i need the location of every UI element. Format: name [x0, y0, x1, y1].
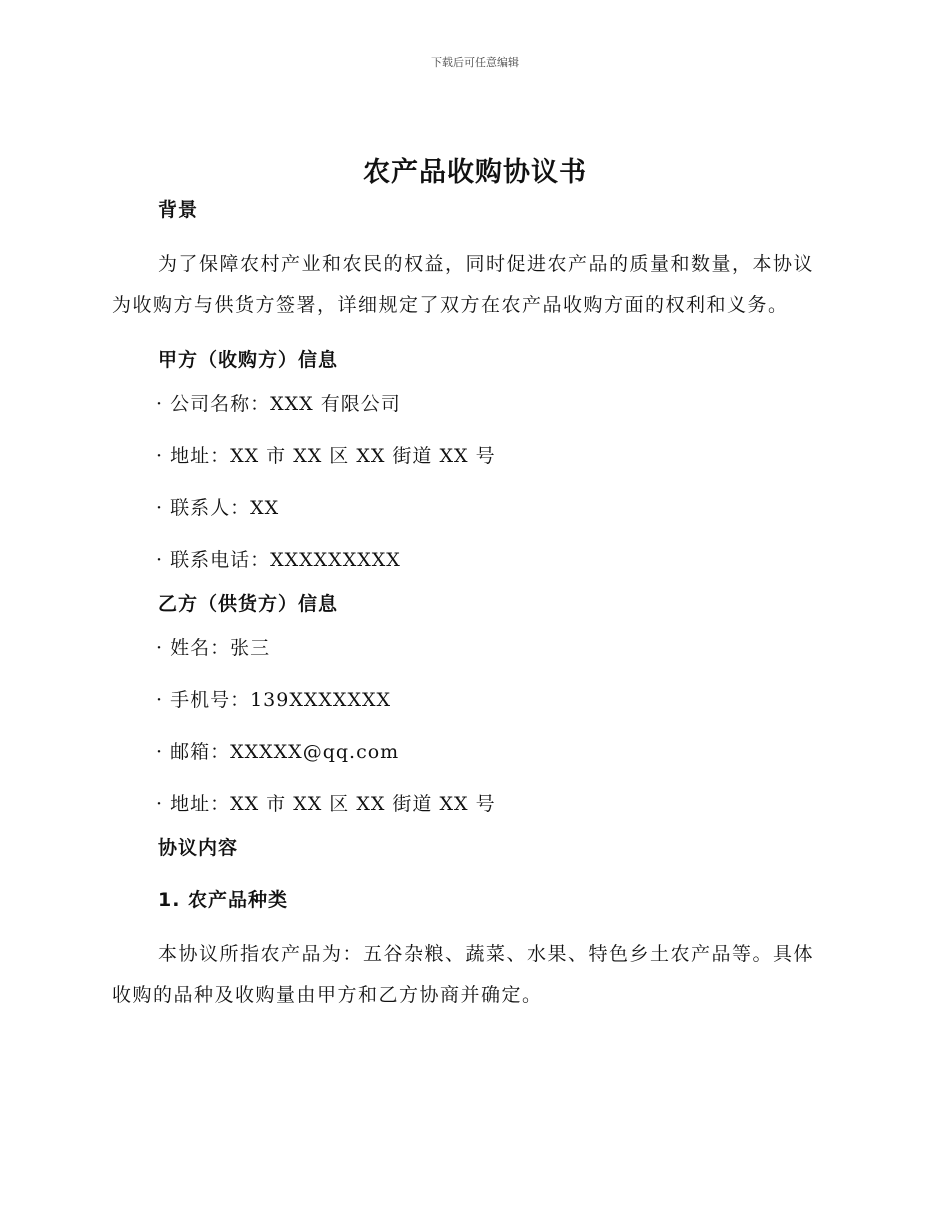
party-a-item-phone: · 联系电话：XXXXXXXXX: [156, 549, 401, 571]
party-a-item-company: · 公司名称：XXX 有限公司: [156, 393, 401, 415]
party-a-item-address: · 地址：XX 市 XX 区 XX 街道 XX 号: [156, 445, 496, 467]
section-heading-party-b: 乙方（供货方）信息: [158, 593, 339, 615]
sub-heading-product-types: 1. 农产品种类: [158, 889, 289, 911]
document-title: 农产品收购协议书: [363, 157, 587, 188]
background-paragraph: 为了保障农村产业和农民的权益，同时促进农产品的质量和数量，本协议为收购方与供货方签署，详细规定了双方在农产品收购方面的权利和义务。: [112, 253, 815, 316]
party-b-item-address: · 地址：XX 市 XX 区 XX 街道 XX 号: [156, 793, 496, 815]
page-header-note: 下载后可任意编辑: [431, 56, 519, 69]
party-b-item-mobile: · 手机号：139XXXXXXX: [156, 689, 392, 711]
party-b-item-email: · 邮箱：XXXXX@qq.com: [156, 741, 400, 763]
party-a-item-contact: · 联系人：XX: [156, 497, 280, 519]
product-types-paragraph: 本协议所指农产品为：五谷杂粮、蔬菜、水果、特色乡土农产品等。具体收购的品种及收购量由甲方和乙方协商并确定。: [112, 943, 815, 1006]
section-heading-party-a: 甲方（收购方）信息: [158, 349, 339, 371]
section-heading-background: 背景: [158, 199, 199, 221]
document-body: [112, 192, 832, 1016]
section-heading-agreement: 协议内容: [158, 837, 239, 859]
party-b-item-name: · 姓名：张三: [156, 637, 271, 659]
